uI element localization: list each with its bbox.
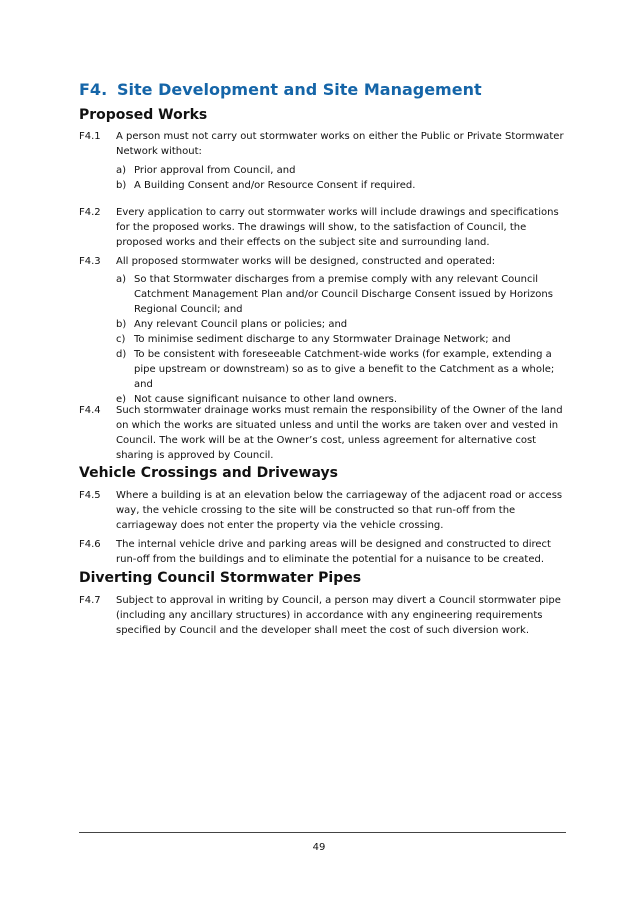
clause-text: A person must not carry out stormwater works on either the Public or Private Stormwater Network without: [116, 131, 564, 157]
list-item-label: a) [116, 165, 127, 176]
clause-f4-3-list [116, 272, 564, 407]
list-item [116, 163, 564, 178]
list-item [116, 178, 564, 193]
clause-number: F4.5 [79, 490, 101, 501]
list-item-label: d) [116, 349, 127, 360]
section-number: F4. [79, 80, 108, 99]
clause-f4-2 [79, 205, 564, 250]
list-item [116, 347, 564, 392]
clause-number: F4.7 [79, 595, 101, 606]
clause-f4-7 [79, 593, 564, 638]
clause-number: F4.3 [79, 256, 101, 267]
clause-text: Subject to approval in writing by Council, a person may divert a Council stormwater pipe (including any ancillary structures) in accordance with any engineering requirements specified by Council and the developer shall meet the cost of such diversion work. [116, 595, 561, 636]
clause-text: Every application to carry out stormwater works will include drawings and specifications for the proposed works. The drawings will show, to the satisfaction of Council, the proposed works and their effects on the subject site and surrounding land. [116, 207, 559, 248]
clause-number: F4.2 [79, 207, 101, 218]
list-item [116, 332, 564, 347]
clause-f4-1-list [116, 163, 564, 193]
list-item-text: A Building Consent and/or Resource Consent if required. [134, 180, 416, 191]
list-item-text: So that Stormwater discharges from a premise comply with any relevant Council Catchment Management Plan and/or Council Discharge Consent issued by Horizons Regional Council; and [134, 274, 553, 315]
list-item-label: a) [116, 274, 127, 285]
clause-number: F4.4 [79, 405, 101, 416]
list-item [116, 317, 564, 332]
footer-divider [79, 832, 566, 833]
clause-f4-6 [79, 537, 564, 567]
list-item-label: c) [116, 334, 126, 345]
list-item-text: To minimise sediment discharge to any Stormwater Drainage Network; and [134, 334, 511, 345]
clause-f4-5 [79, 488, 564, 533]
list-item-text: Not cause significant nuisance to other land owners. [134, 394, 398, 405]
subheading-vehicle-crossings: Vehicle Crossings and Driveways [79, 465, 338, 481]
list-item-label: b) [116, 180, 127, 191]
clause-f4-4 [79, 403, 564, 463]
section-title [79, 80, 482, 100]
list-item [116, 272, 564, 317]
list-item-text: Any relevant Council plans or policies; and [134, 319, 348, 330]
clause-text: Such stormwater drainage works must remain the responsibility of the Owner of the land on which the works are situated unless and until the works are taken over and vested in Council. The work will be at the Owner’s cost, unless agreement for alternative cost sharing is approved by Council. [116, 405, 563, 461]
list-item-text: Prior approval from Council, and [134, 165, 296, 176]
list-item-text: To be consistent with foreseeable Catchment-wide works (for example, extending a pipe upstream or downstream) so as to give a benefit to the Catchment as a whole; and [134, 349, 555, 390]
clause-f4-1 [79, 129, 564, 159]
page-number: 49 [312, 842, 326, 853]
clause-text: All proposed stormwater works will be designed, constructed and operated: [116, 256, 496, 267]
section-title-text: Site Development and Site Management [117, 80, 482, 99]
subheading-diverting-pipes: Diverting Council Stormwater Pipes [79, 570, 362, 586]
clause-text: The internal vehicle drive and parking areas will be designed and constructed to direct run-off from the buildings and to eliminate the potential for a nuisance to be created. [116, 539, 551, 565]
clause-text: Where a building is at an elevation below the carriageway of the adjacent road or access way, the vehicle crossing to the site will be constructed so that run-off from the carriageway does not enter the property via the vehicle crossing. [116, 490, 563, 531]
clause-f4-3 [79, 254, 564, 269]
list-item-label: e) [116, 394, 127, 405]
clause-number: F4.1 [79, 131, 101, 142]
subheading-proposed-works: Proposed Works [79, 107, 208, 123]
list-item-label: b) [116, 319, 127, 330]
clause-number: F4.6 [79, 539, 101, 550]
